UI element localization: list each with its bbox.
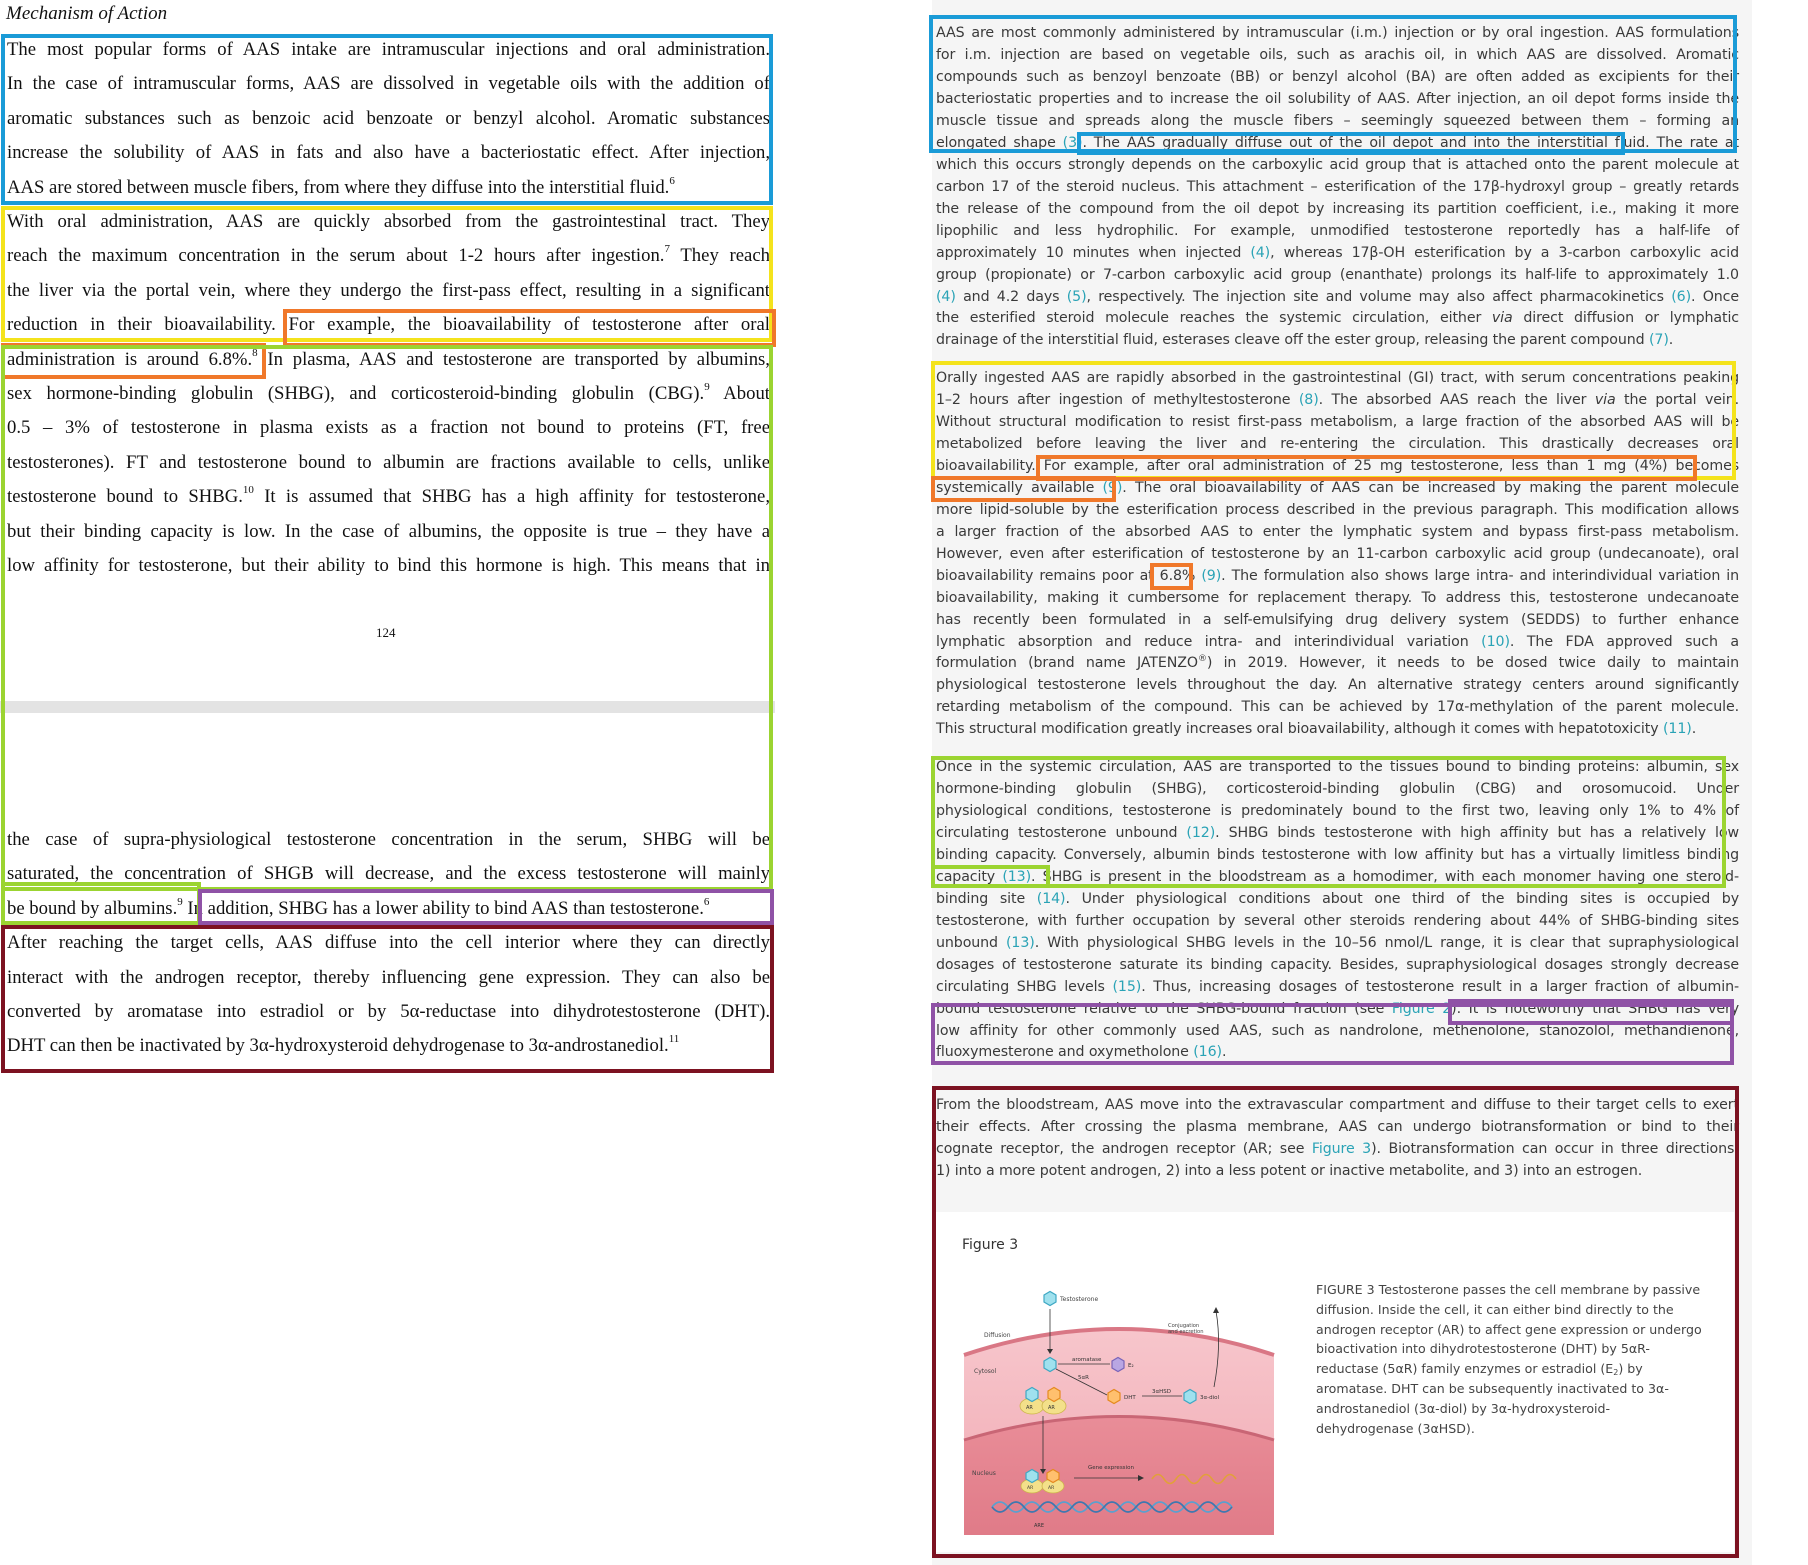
figure-caption-line: androstanediol (3α-diol) by 3α-hydroxysteroid- bbox=[1316, 1400, 1611, 1416]
article-line: (4) and 4.2 days (5), respectively. The injection site and volume may also affect pharmacokinetics (6). Once bbox=[936, 288, 1739, 305]
article-line: This structural modification greatly increases oral bioavailability, although it comes with hepatotoxicity (11). bbox=[936, 721, 1697, 738]
article-line: bound testosterone relative to the SHBG-bound fraction (see Figure 2). It is noteworthy that SHBG has very bbox=[936, 1000, 1740, 1017]
highlight-binding-article bbox=[931, 756, 1726, 888]
article-line: 1) into a more potent androgen, 2) into a less potent or inactive metabolite, and 3) into an estrogen. bbox=[936, 1162, 1643, 1179]
thesis-line: converted by aromatase into estradiol or by 5α-reductase into dihydrotestosterone (DHT). bbox=[7, 1001, 770, 1022]
svg-text:AR: AR bbox=[1027, 1486, 1034, 1491]
reference-link[interactable]: (9) bbox=[1201, 567, 1222, 584]
thesis-line: testosterones). FT and testosterone bound to albumin are fractions available to cells, unlike bbox=[7, 451, 770, 473]
article-line: physiological testosterone levels throughout the day. An alternative strategy centers around significantly bbox=[936, 677, 1739, 694]
svg-text:AR: AR bbox=[1048, 1486, 1055, 1491]
article-line: circulating testosterone unbound (12). SHBG binds testosterone with high affinity but has a relatively low bbox=[936, 824, 1739, 841]
reference-link[interactable]: (13) bbox=[1002, 868, 1032, 885]
article-line: From the bloodstream, AAS move into the extravascular compartment and diffuse to their target cells to exert bbox=[936, 1097, 1739, 1113]
figure-caption-line: FIGURE 3 Testosterone passes the cell membrane by passive bbox=[1316, 1282, 1701, 1297]
svg-text:3α-diol: 3α-diol bbox=[1200, 1395, 1220, 1401]
figure-caption-line: androgen receptor (AR) to affect gene expression or undergo bbox=[1316, 1321, 1702, 1337]
article-line: lipophilic and less hydrophilic. For example, unmodified testosterone reportedly has a half-life of bbox=[936, 222, 1739, 239]
svg-text:E₂: E₂ bbox=[1128, 1363, 1134, 1369]
svg-text:AR: AR bbox=[1048, 1405, 1055, 1411]
svg-text:Conjugation: Conjugation bbox=[1168, 1323, 1200, 1329]
article-line: more lipid-soluble by the esterification process described in the previous paragraph. This modification allows bbox=[936, 501, 1739, 518]
article-line: the esterified steroid molecule reaches the systemic circulation, either via direct diffusion or lymphatic bbox=[936, 310, 1740, 327]
reference-link[interactable]: Figure 3 bbox=[1311, 1140, 1372, 1157]
highlight-binding-thesis-end bbox=[1, 882, 201, 925]
article-line: Orally ingested AAS are rapidly absorbed in the gastrointestinal (GI) tract, with serum concentrations peaking bbox=[936, 370, 1739, 386]
highlight-bioavailability-article-a bbox=[1036, 455, 1697, 481]
article-line: bioavailability, making it cumbersome for replacement therapy. To address this, testosterone undecanoate bbox=[936, 589, 1739, 606]
svg-text:DHT: DHT bbox=[1124, 1395, 1136, 1401]
article-line: a larger fraction of the absorbed AAS to enter the lymphatic system and bypass first-pass metabolism. bbox=[936, 523, 1739, 540]
reference-link[interactable]: (4) bbox=[936, 288, 956, 305]
article-line: cognate receptor, the androgen receptor (AR; see Figure 3). Biotransformation can occur in three directions: bbox=[936, 1140, 1739, 1157]
article-line: their effects. After crossing the plasma membrane, AAS can undergo biotransformation or bind to their bbox=[936, 1118, 1739, 1135]
reference-link[interactable]: (10) bbox=[1481, 633, 1510, 650]
article-line: bacteriostatic properties and to increase the oil solubility of AAS. After injection, an oil depot forms inside the bbox=[936, 90, 1739, 107]
thesis-line: After reaching the target cells, AAS diffuse into the cell interior where they can directly bbox=[7, 932, 770, 954]
highlight-injection-thesis bbox=[1, 34, 773, 205]
highlight-target-cells-article bbox=[932, 1086, 1739, 1558]
article-line: 1–2 hours after ingestion of methyltestosterone (8). The absorbed AAS reach the liver via the portal vein. bbox=[936, 391, 1740, 408]
article-line: binding capacity. Conversely, albumin binds testosterone with low affinity but has a virtually limitless binding bbox=[936, 846, 1739, 863]
highlight-binding-thesis bbox=[1, 345, 773, 891]
article-line: circulating SHBG levels (15). Thus, increasing dosages of testosterone result in a larger fraction of albumin- bbox=[936, 978, 1739, 995]
reference-link[interactable]: (11) bbox=[1662, 721, 1692, 738]
article-line: formulation (brand name JATENZO®) in 2019. However, it needs to be dosed twice daily to maintain bbox=[936, 654, 1740, 672]
article-line: Once in the systemic circulation, AAS are transported to the tissues bound to binding proteins: albumin, sex bbox=[936, 759, 1739, 775]
article-line: metabolized before leaving the liver and re-entering the circulation. This drastically decreases oral bbox=[936, 435, 1739, 452]
figure-caption-line: dehydrogenase (3αHSD). bbox=[1316, 1420, 1475, 1436]
thesis-line: interact with the androgen receptor, thereby influencing gene expression. They can also be bbox=[7, 966, 770, 988]
highlight-shbg-aas-thesis bbox=[198, 889, 774, 925]
thesis-line: reduction in their bioavailability. For example, the bioavailability of testosterone after oral bbox=[7, 314, 770, 336]
svg-text:Diffusion: Diffusion bbox=[984, 1332, 1011, 1339]
thesis-line: The most popular forms of AAS intake are intramuscular injections and oral administration. bbox=[7, 39, 770, 60]
article-line: low affinity for other commonly used AAS, such as nandrolone, methenolone, stanozolol, methandienone, bbox=[936, 1022, 1739, 1039]
reference-link[interactable]: (3) bbox=[1062, 134, 1083, 151]
article-line: capacity (13). SHBG is present in the bloodstream as a homodimer, with each monomer having one steroid- bbox=[936, 868, 1739, 885]
thesis-line: the case of supra-physiological testosterone concentration in the serum, SHBG will be bbox=[7, 829, 770, 850]
thesis-line: DHT can then be inactivated by 3α-hydroxysteroid dehydrogenase to 3α-androstanediol.$^{11}$ bbox=[7, 1033, 680, 1057]
highlight-bioavailability-article-b bbox=[931, 476, 1116, 502]
thesis-line: aromatic substances such as benzoic acid benzoate or benzyl alcohol. Aromatic substances bbox=[7, 107, 770, 129]
thesis-line: increase the solubility of AAS in fats and also have a bacteriostatic effect. After injection, bbox=[7, 142, 770, 164]
article-line: carbon 17 of the steroid nucleus. This attachment – esterification of the 17β-hydroxyl group – greatly retards bbox=[936, 178, 1739, 195]
article-line: bioavailability. For example, after oral administration of 25 mg testosterone, less than 1 mg (4%) becomes bbox=[936, 457, 1739, 474]
article-line: compounds such as benzoyl benzoate (BB) or benzyl alcohol (BA) are often added as excipients for their bbox=[936, 68, 1739, 85]
highlight-bioavailability-6.8 bbox=[1150, 563, 1193, 590]
thesis-line: low affinity for testosterone, but their ability to bind this hormone is high. This means that in bbox=[7, 555, 770, 576]
svg-text:ARE: ARE bbox=[1034, 1523, 1045, 1529]
thesis-line: but their binding capacity is low. In the case of albumins, the opposite is true – they have a bbox=[7, 520, 770, 542]
reference-link[interactable]: (12) bbox=[1186, 824, 1216, 841]
thesis-line: AAS are stored between muscle fibers, from where they diffuse into the interstitial fluid.$^6$ bbox=[7, 174, 675, 198]
svg-text:Nucleus: Nucleus bbox=[972, 1470, 996, 1477]
reference-link[interactable]: (6) bbox=[1671, 288, 1691, 305]
article-line: binding site (14). Under physiological conditions about one third of the binding sites is occupied by bbox=[936, 890, 1739, 907]
svg-text:5αR: 5αR bbox=[1078, 1375, 1089, 1381]
thesis-line: 0.5 – 3% of testosterone in plasma exists as a fraction not bound to proteins (FT, free bbox=[7, 417, 770, 439]
article-line: However, even after esterification of testosterone by an 11-carbon carboxylic acid group (undecanoate), oral bbox=[936, 545, 1739, 562]
article-line: approximately 10 minutes when injected (4), whereas 17β-OH esterification by a 3-carbon carboxylic acid bbox=[936, 244, 1739, 261]
svg-text:Cytosol: Cytosol bbox=[974, 1368, 997, 1375]
article-line: retarding metabolism of the compound. This can be achieved by 17α-methylation of the parent molecule. bbox=[936, 699, 1739, 716]
article-line: physiological conditions, testosterone is predominately bound to the first two, leaving only 1% to 4% of bbox=[936, 802, 1739, 819]
article-line: hormone-binding globulin (SHBG), corticosteroid-binding globulin (CBG) and orosomucoid. Under bbox=[936, 780, 1739, 797]
article-line: group (propionate) or 7-carbon carboxylic acid group (enanthate) prolongs its half-life to approximately 1.0 bbox=[936, 266, 1739, 283]
figure-caption-line: bioactivation into dihydrotestosterone (DHT) by 5αR- bbox=[1316, 1341, 1650, 1357]
reference-link[interactable]: (8) bbox=[1298, 391, 1319, 408]
article-line: fluoxymesterone and oxymetholone (16). bbox=[936, 1044, 1227, 1061]
article-line: the release of the compound from the oil depot by increasing its partition coefficient, i.e., making it more bbox=[936, 200, 1739, 217]
article-line: lymphatic absorption and reduce intra- and interindividual variation (10). The FDA approved such a bbox=[936, 633, 1739, 650]
svg-text:Gene expression: Gene expression bbox=[1088, 1465, 1134, 1471]
reference-link[interactable]: (15) bbox=[1112, 978, 1142, 995]
figure-caption-line: reductase (5αR) family enzymes or estradiol $(E_2)$ by bbox=[1316, 1361, 1643, 1378]
highlight-bioavailability-thesis-a bbox=[283, 309, 776, 347]
highlight-shbg-aas-article-b bbox=[931, 1000, 1734, 1065]
svg-text:Testosterone: Testosterone bbox=[1060, 1296, 1099, 1303]
thesis-line: sex hormone-binding globulin (SHBG), and corticosteroid-binding globulin (CBG).$^9$ About bbox=[7, 381, 770, 404]
thesis-line: testosterone bound to SHBG.$^{10}$ It is assumed that SHBG has a high affinity for testosterone, bbox=[7, 484, 770, 508]
reference-link[interactable]: Figure 2 bbox=[1391, 1000, 1452, 1017]
reference-link[interactable]: (14) bbox=[1036, 890, 1066, 907]
article-line: dosages of testosterone saturate its binding capacity. Besides, supraphysiological dosages strongly decrease bbox=[936, 956, 1739, 973]
svg-text:AR: AR bbox=[1026, 1405, 1033, 1411]
thesis-line: reach the maximum concentration in the serum about 1-2 hours after ingestion.$^7$ They reach bbox=[7, 243, 770, 267]
svg-text:aromatase: aromatase bbox=[1072, 1357, 1102, 1363]
thesis-line: administration is around 6.8%.$^8$ In plasma, AAS and testosterone are transported by albumins, bbox=[7, 346, 770, 370]
highlight-binding-article-end bbox=[931, 865, 1050, 888]
article-line: elongated shape (3). The AAS gradually diffuse out of the oil depot and into the interstitial fluid. The rate at bbox=[936, 134, 1739, 151]
highlight-diffuse-article bbox=[1077, 132, 1625, 155]
thesis-line: saturated, the concentration of SHGB will decrease, and the excess testosterone will mainly bbox=[7, 863, 770, 885]
article-line: which this occurs strongly depends on the carboxylic acid group that is attached onto the parent molecule at bbox=[936, 156, 1739, 173]
thesis-line: In the case of intramuscular forms, AAS are dissolved in vegetable oils with the addition of bbox=[7, 73, 770, 95]
page-number: 124 bbox=[376, 625, 396, 640]
svg-text:and excretion: and excretion bbox=[1168, 1329, 1204, 1335]
figure-caption-line: aromatase. DHT can be subsequently inactivated to 3α- bbox=[1316, 1381, 1669, 1396]
figure-caption-line: diffusion. Inside the cell, it can either bind directly to the bbox=[1316, 1301, 1674, 1317]
article-line: AAS are most commonly administered by intramuscular (i.m.) injection or by oral ingestion. AAS formulations bbox=[936, 25, 1739, 41]
reference-link[interactable]: (7) bbox=[1648, 332, 1669, 349]
svg-text:3αHSD: 3αHSD bbox=[1152, 1389, 1171, 1395]
article-line: has recently been formulated in a self-emulsifying drug delivery system (SEDDS) to further enhance bbox=[936, 611, 1739, 628]
highlight-target-cells-thesis bbox=[1, 925, 774, 1073]
reference-link[interactable]: (16) bbox=[1193, 1044, 1222, 1061]
article-line: muscle tissue and spreads along the muscle fibers – seemingly squeezed between them – forming an bbox=[936, 112, 1739, 129]
article-line: bioavailability remains poor at 6.8% (9). The formulation also shows large intra- and interindividual variation in bbox=[936, 567, 1739, 584]
figure-title: Figure 3 bbox=[962, 1237, 1019, 1253]
thesis-line: be bound by albumins.$^9$ In addition, SHBG has a lower ability to bind AAS than testosterone.$^6$ bbox=[7, 895, 710, 919]
article-line: drainage of the interstitial fluid, esterases cleave off the ester group, releasing the parent compound (7). bbox=[936, 332, 1674, 349]
article-line: unbound (13). With physiological SHBG levels in the 10–56 nmol/L range, it is clear that supraphysiological bbox=[936, 934, 1740, 951]
reference-link[interactable]: (5) bbox=[1066, 288, 1087, 305]
running-head: Mechanism of Action bbox=[6, 3, 168, 24]
reference-link[interactable]: (13) bbox=[1005, 934, 1035, 951]
reference-link[interactable]: (9) bbox=[1102, 479, 1123, 496]
reference-link[interactable]: (4) bbox=[1250, 244, 1271, 261]
thesis-line: With oral administration, AAS are quickly absorbed from the gastrointestinal tract. They bbox=[7, 211, 770, 232]
thesis-line: the liver via the portal vein, where they undergo the first-pass effect, resulting in a significant bbox=[7, 279, 770, 301]
article-line: for i.m. injection are based on vegetable oils, such as arachis oil, in which AAS are dissolved. Aromatic bbox=[936, 46, 1739, 63]
article-line: testosterone, with further occupation by several other steroids rendering about 44% of SHBG-binding sites bbox=[936, 912, 1739, 929]
article-line: Without structural modification to resist first-pass metabolism, a large fraction of the absorbed AAS will be bbox=[936, 413, 1739, 430]
article-line: systemically available (9). The oral bioavailability of AAS can be increased by making the parent molecule bbox=[936, 479, 1739, 496]
